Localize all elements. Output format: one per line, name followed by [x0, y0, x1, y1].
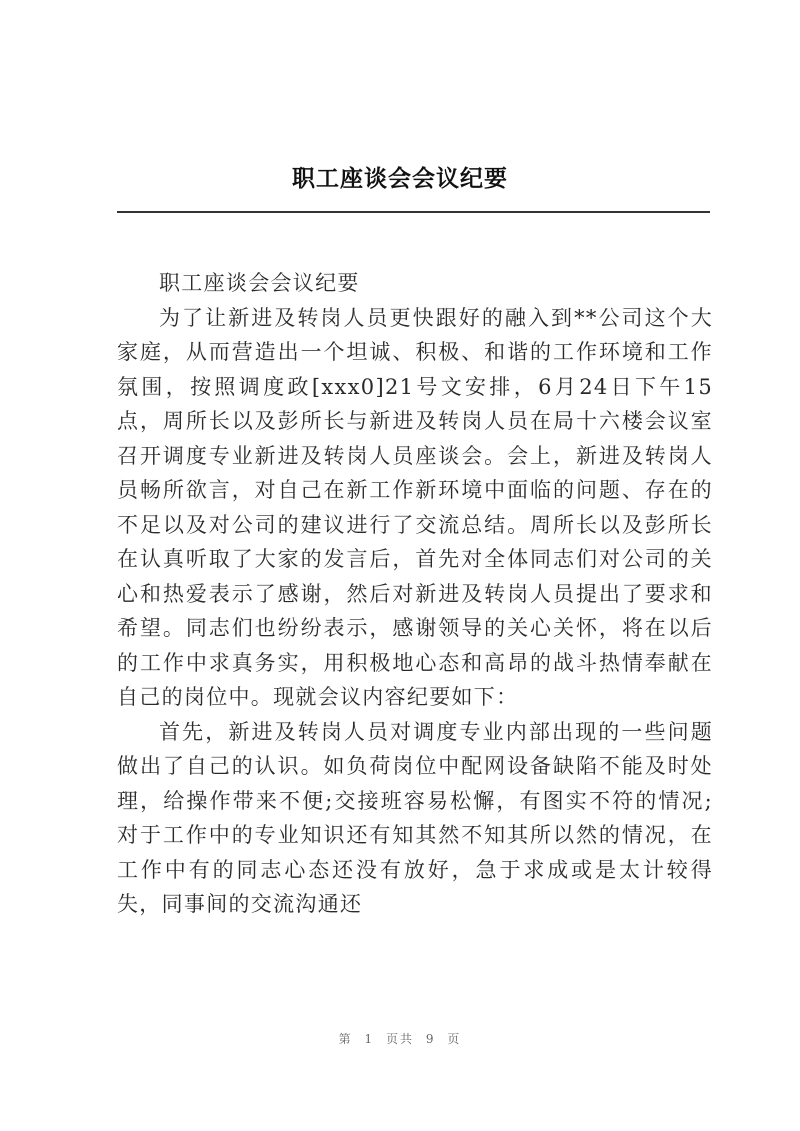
document-body	[117, 266, 713, 922]
page-label-suffix: 页	[447, 1032, 462, 1046]
total-page-number: 9	[425, 1032, 436, 1046]
page-label-mid: 页共	[385, 1032, 414, 1046]
paragraph-intro: 为了让新进及转岗人员更快跟好的融入到**公司这个大家庭，从而营造出一个坦诚、积极、和谐的工作环境和工作氛围，按照调度政[xxx0]21号文安排，6月24日下午15点，周所长以及彭所长与新进及转岗人员在局十六楼会议室召开调度专业新进及转岗人员座谈会。会上，新进及转岗人员畅所欲言，对自己在新工作新环境中面临的问题、存在的不足以及对公司的建议进行了交流总结。周所长以及彭所长在认真听取了大家的发言后，首先对全体同志们对公司的关心和热爱表示了感谢，然后对新进及转岗人员提出了要求和希望。同志们也纷纷表示，感谢领导的关心关怀，将在以后的工作中求真务实，用积极地心态和高昂的战斗热情奉献在自己的岗位中。现就会议内容纪要如下：	[117, 305, 713, 709]
title-divider	[117, 211, 710, 213]
paragraph-heading: 职工座谈会会议纪要	[159, 271, 360, 295]
current-page-number: 1	[364, 1032, 375, 1046]
page-footer	[0, 1030, 800, 1047]
page-label-prefix: 第	[338, 1032, 353, 1046]
page-title: 职工座谈会会议纪要	[292, 165, 508, 192]
paragraph-first-point: 首先，新进及转岗人员对调度专业内部出现的一些问题做出了自己的认识。如负荷岗位中配网设备缺陷不能及时处理，给操作带来不便;交接班容易松懈，有图实不符的情况;对于工作中的专业知识还有知其然不知其所以然的情况，在工作中有的同志心态还没有放好，急于求成或是太计较得失，同事间的交流沟通还	[117, 719, 713, 916]
